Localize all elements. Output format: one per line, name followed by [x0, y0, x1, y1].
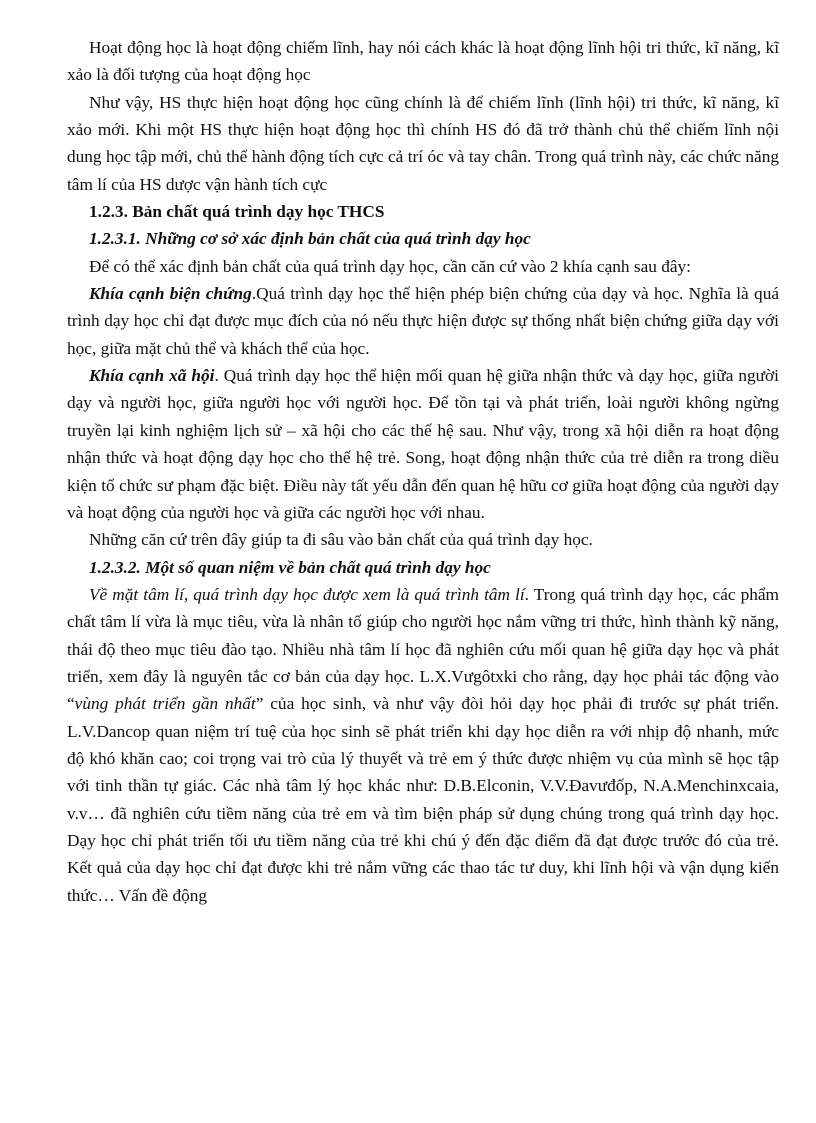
subsection-heading-1-2-3-1: 1.2.3.1. Những cơ sở xác định bản chất của quá trình dạy học — [89, 229, 531, 249]
psychological-view-text-a: . Trong quá trình dạy học, các phẩm chất tâm lí vừa là mục tiêu, vừa là nhân tố giúp cho người học nắm vững tri thức, hình thành kỹ năng, thái độ theo mục tiêu đào tạo. Nhiều nhà tâm lí học đã nghiên cứu mối quan hệ giữa dạy học và phát triển, xem đây là nguyên tắc cơ bản của dạy học. L.X.Vưgôtxki cho rằng, dạy học phải tác động vào “ — [67, 584, 779, 714]
section-heading-1-2-3: 1.2.3. Bản chất quá trình dạy học THCS — [89, 202, 385, 222]
paragraph-learning-activity: Hoạt động học là hoạt động chiếm lĩnh, hay nói cách khác là hoạt động lĩnh hội tri thức, kĩ năng, kĩ xảo là đối tượng của hoạt động học — [67, 38, 779, 85]
paragraph-dialectic-aspect — [67, 280, 779, 362]
paragraph-bases-summary: Những căn cứ trên đây giúp ta đi sâu vào bản chất của quá trình dạy học. — [89, 530, 593, 550]
dialectic-aspect-text: .Quá trình dạy học thể hiện phép biện chứng của dạy và học. Nghĩa là quá trình dạy học chỉ đạt được mục đích của nó nếu thực hiện được sự thống nhất biện chứng giữa dạy với học, giữa mặt chủ thể và khách thể của học. — [67, 284, 780, 358]
paragraph-student-activity: Như vậy, HS thực hiện hoạt động học cũng chính là để chiếm lĩnh (lĩnh hội) tri thức, kĩ năng, kĩ xảo mới. Khi một HS thực hiện hoạt động học thì chính HS đó đã trở thành chủ thể chiếm lĩnh nội dung học tập mới, chủ thể hành động tích cực cả trí óc và tay chân. Trong quá trình này, các chức năng tâm lí của HS dược vận hành tích cực — [67, 92, 779, 194]
paragraph-two-aspects: Để có thể xác định bản chất của quá trình dạy học, cần căn cứ vào 2 khía cạnh sau đây: — [89, 256, 691, 276]
document-body — [67, 34, 779, 909]
zone-proximal-development-quote: vùng phát triển gần nhất — [74, 694, 256, 714]
dialectic-aspect-label: Khía cạnh biện chứng — [89, 284, 252, 304]
subsection-heading-1-2-3-2: 1.2.3.2. Một số quan niệm về bản chất quá trình dạy học — [89, 557, 491, 577]
social-aspect-label: Khía cạnh xã hội — [89, 366, 215, 386]
paragraph-social-aspect — [67, 362, 779, 526]
psychological-view-text-b: ” của học sinh, và như vậy đòi hỏi dạy học phải đi trước sự phát triển. L.V.Dancop quan niệm trí tuệ của học sinh sẽ phát triển khi dạy học diễn ra với nhịp độ nhanh, mức độ khó khăn cao; coi trọng vai trò của lý thuyết và trẻ em ý thức được nhiệm vụ của mình sẽ học tập với tinh thần tự giác. Các nhà tâm lý học khác như: D.B.Elconin, V.V.Đavưđốp, N.A.Menchinxcaia, v.v… đã nghiên cứu tiềm năng của trẻ em và tìm biện pháp sử dụng chúng trong quá trình dạy học. Dạy học chỉ phát triển tối ưu tiềm năng của trẻ khi chú ý đến đặc điểm đã đạt được trước đó của trẻ. Kết quả của dạy học chỉ đạt được khi trẻ nắm vững các thao tác tư duy, khi lĩnh hội và vận dụng kiến thức… Vấn đề động — [67, 694, 780, 905]
paragraph-psychological-view — [67, 581, 779, 909]
psychological-view-lead: Về mặt tâm lí, quá trình dạy học được xem là quá trình tâm lí — [89, 584, 525, 604]
social-aspect-text: . Quá trình dạy học thể hiện mối quan hệ giữa nhận thức và dạy học, giữa người dạy và người học, giữa người học với người học. Để tồn tại và phát triển, loài người không ngừng truyền lại kinh nghiệm lịch sử – xã hội cho các thế hệ sau. Như vậy, trong xã hội diễn ra hoạt động nhận thức và hoạt động dạy học cho thế hệ trẻ. Song, hoạt động nhận thức của trẻ diễn ra trong diều kiện tổ chức sư phạm đặc biệt. Điều này tất yếu dẫn đến quan hệ hữu cơ giữa hoạt động của người dạy và hoạt động của người học và giữa các người học với nhau. — [67, 366, 779, 522]
